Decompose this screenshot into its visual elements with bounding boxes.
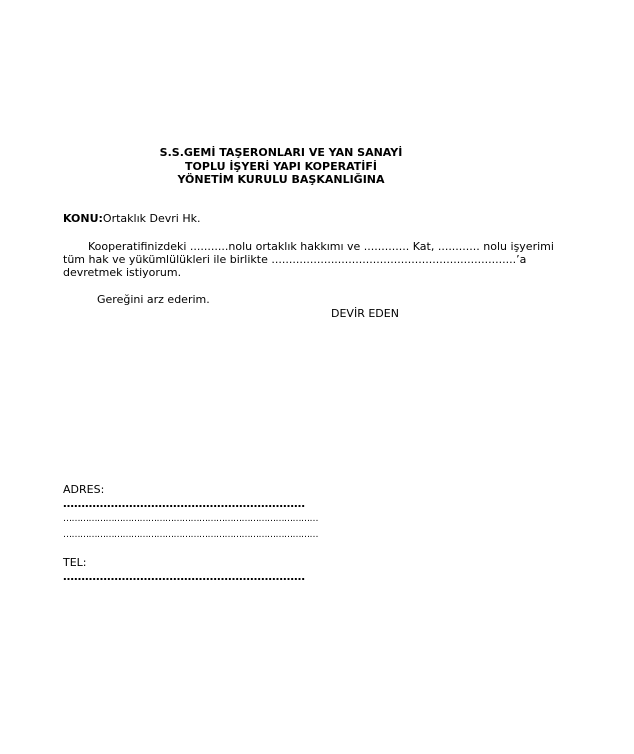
subject-line: [63, 212, 200, 225]
tel-label: TEL:: [63, 556, 87, 569]
address-label: ADRES:: [63, 483, 105, 496]
body-line-2: tüm hak ve yükümlülükleri ile birlikte ......................................................................’a: [63, 253, 527, 266]
closing-regards: Gereğini arz ederim.: [97, 293, 210, 306]
address-blank-line-3: ………………………………………………………………………………: [63, 530, 318, 540]
body-line-3: devretmek istiyorum.: [63, 266, 182, 279]
signer-title: DEVİR EDEN: [331, 307, 399, 320]
address-blank-line-1: …………………………………………………………: [63, 497, 305, 510]
heading-line-1: S.S.GEMİ TAŞERONLARI VE YAN SANAYİ: [159, 146, 403, 159]
address-blank-line-2: ………………………………………………………………………………: [63, 514, 318, 524]
heading-line-3: YÖNETİM KURULU BAŞKANLIĞINA: [177, 173, 385, 186]
subject-label: KONU:: [63, 212, 103, 225]
body-line-1: Kooperatifinizdeki ...........nolu ortaklık hakkımı ve ............. Kat, ............ nolu işyerimi: [88, 240, 554, 253]
subject-text: Ortaklık Devri Hk.: [102, 212, 201, 225]
letter-heading: [94, 146, 468, 187]
heading-line-2: TOPLU İŞYERİ YAPI KOPERATİFİ: [185, 159, 377, 173]
body-paragraph: [63, 240, 554, 279]
tel-blank-line: …………………………………………………………: [63, 570, 305, 583]
